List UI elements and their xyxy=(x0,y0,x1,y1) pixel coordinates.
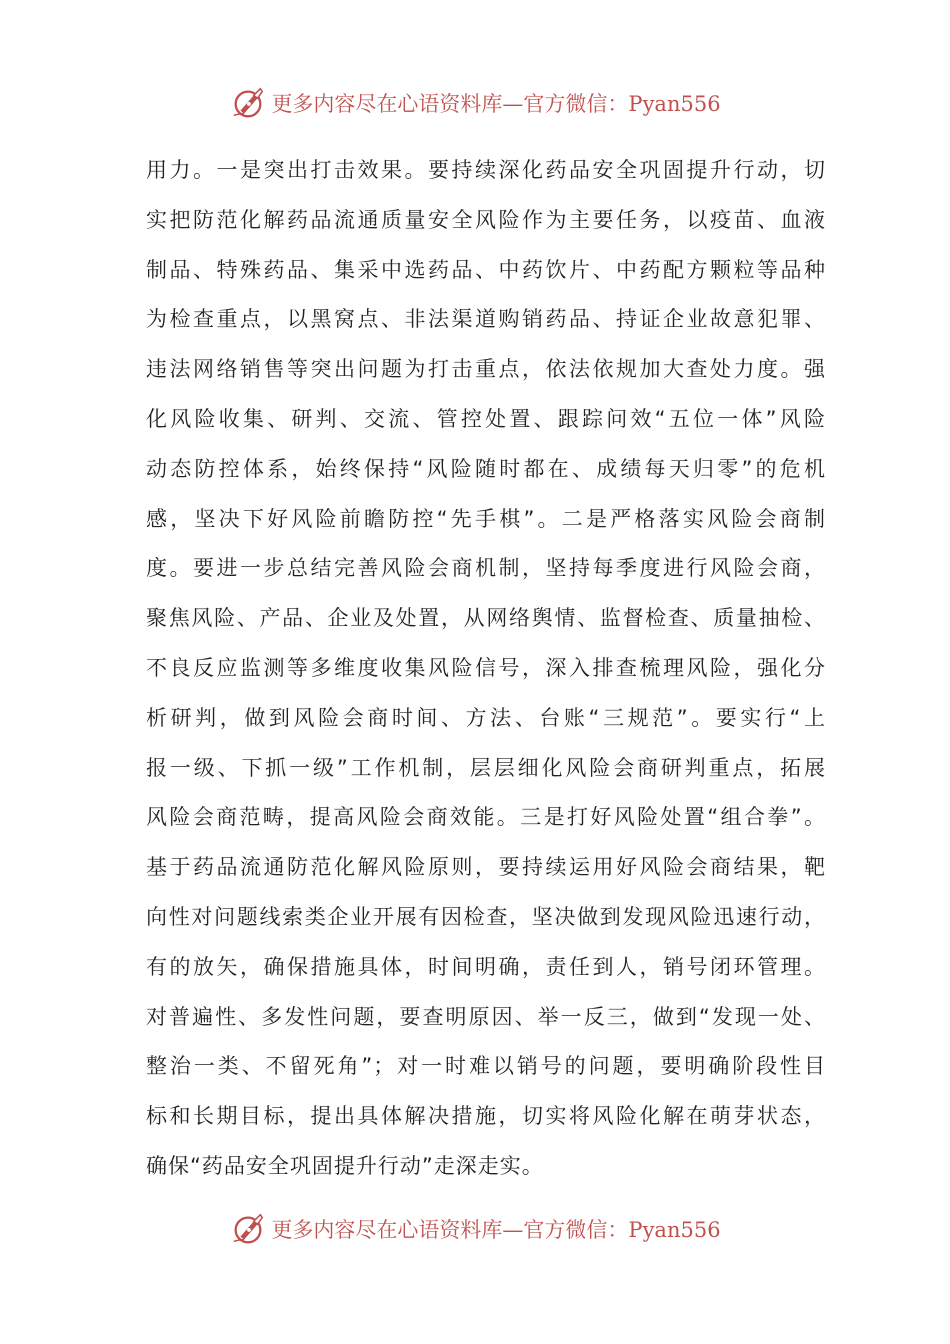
text-line: 动态防控体系，始终保持“风险随时都在、成绩每天归零”的危机 xyxy=(146,456,826,481)
text-line: 实把防范化解药品流通质量安全风险作为主要任务，以疫苗、血液 xyxy=(146,207,826,232)
text-line: 度。要进一步总结完善风险会商机制，坚持每季度进行风险会商， xyxy=(146,556,826,581)
text-line: 向性对问题线索类企业开展有因检查，坚决做到发现风险迅速行动， xyxy=(146,904,826,929)
text-line: 标和长期目标，提出具体解决措施，切实将风险化解在萌芽状态， xyxy=(146,1104,826,1129)
text-line: 确保“药品安全巩固提升行动”走深走实。 xyxy=(146,1153,544,1178)
text-line: 对普遍性、多发性问题，要查明原因、举一反三，做到“发现一处、 xyxy=(146,1004,826,1029)
text-line: 制品、特殊药品、集采中选药品、中药饮片、中药配方颗粒等品种 xyxy=(146,257,826,282)
text-line: 报一级、下抓一级”工作机制，层层细化风险会商研判重点，拓展 xyxy=(146,755,826,780)
text-line: 违法网络销售等突出问题为打击重点，依法依规加大查处力度。强 xyxy=(146,357,826,382)
text-line: 整治一类、不留死角”；对一时难以销号的问题，要明确阶段性目 xyxy=(146,1054,826,1079)
text-line: 聚焦风险、产品、企业及处置，从网络舆情、监督检查、质量抽检、 xyxy=(146,606,826,631)
footer-banner xyxy=(0,1207,950,1251)
header-banner xyxy=(0,81,950,125)
footer-banner-text: 更多内容尽在心语资料库—官方微信：Pyan556 xyxy=(271,1218,721,1242)
pen-nib-circle-logo-icon xyxy=(229,84,267,122)
text-line: 为检查重点，以黑窝点、非法渠道购销药品、持证企业故意犯罪、 xyxy=(146,307,826,332)
text-line: 用力。一是突出打击效果。要持续深化药品安全巩固提升行动，切 xyxy=(146,158,826,182)
text-line: 析研判，做到风险会商时间、方法、台账“三规范”。要实行“上 xyxy=(146,705,826,730)
pen-nib-circle-logo-icon xyxy=(229,1210,267,1248)
text-line: 化风险收集、研判、交流、管控处置、跟踪问效“五位一体”风险 xyxy=(146,406,826,431)
text-line: 风险会商范畴，提高风险会商效能。三是打好风险处置“组合拳”。 xyxy=(146,805,826,830)
text-line: 感，坚决下好风险前瞻防控“先手棋”。二是严格落实风险会商制 xyxy=(146,506,826,531)
text-line: 基于药品流通防范化解风险原则，要持续运用好风险会商结果，靶 xyxy=(146,855,826,880)
text-line: 有的放矢，确保措施具体，时间明确，责任到人，销号闭环管理。 xyxy=(146,954,826,979)
text-line: 不良反应监测等多维度收集风险信号，深入排查梳理风险，强化分 xyxy=(146,655,826,680)
header-banner-text: 更多内容尽在心语资料库—官方微信：Pyan556 xyxy=(271,92,721,116)
body-paragraph xyxy=(146,146,826,1192)
